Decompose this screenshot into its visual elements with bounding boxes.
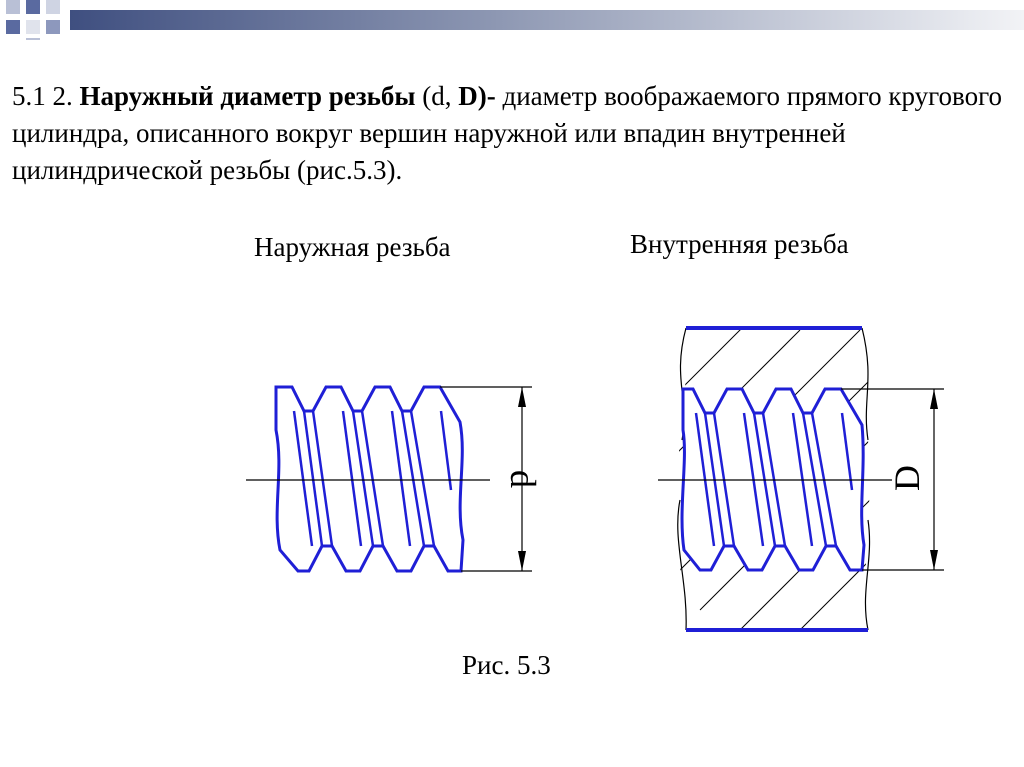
external-thread-drawing [246, 387, 543, 571]
term-bold: Наружный диаметр резьбы [79, 81, 416, 111]
notation-text: (d, [415, 81, 459, 111]
notation-bold: D)- [458, 81, 496, 111]
figure-caption: Рис. 5.3 [462, 650, 551, 680]
external-diameter-symbol: d [503, 470, 543, 488]
internal-diameter-symbol: D [887, 465, 927, 491]
internal-thread-label: Внутренняя резьба [630, 229, 849, 259]
definition-text: диаметр воображаемого прямого кругового цилиндра, описанного вокруг вершин наружной или впадин внутренней цилиндрической резьбы (рис.5.3). [12, 81, 1002, 185]
internal-thread-drawing [650, 310, 944, 630]
external-thread-label: Наружная резьба [254, 232, 451, 262]
section-number: 5.1 2. [12, 81, 80, 111]
